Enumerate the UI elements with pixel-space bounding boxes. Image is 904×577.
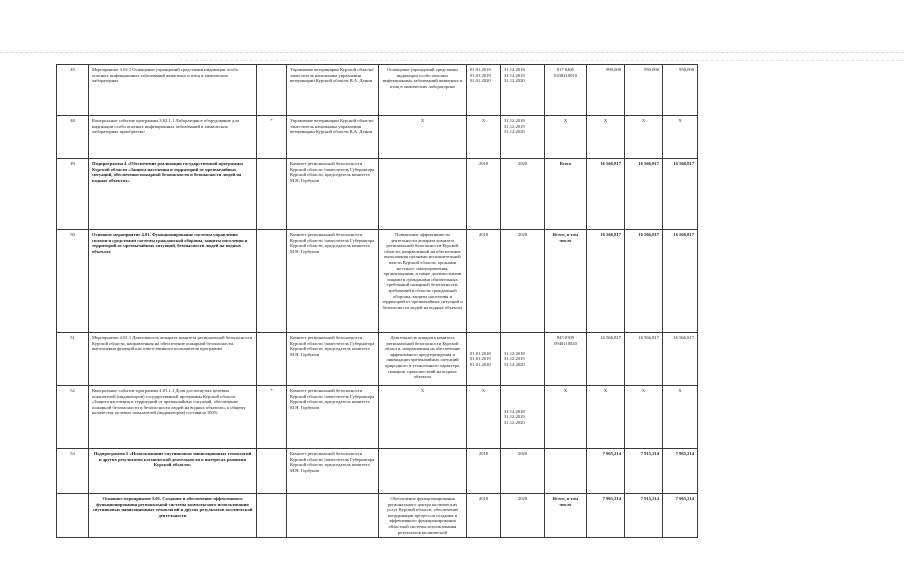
amount-2020: 16 566,817 [663, 230, 698, 333]
table-row [57, 65, 698, 116]
amount-2020: 7 965,214 [663, 449, 698, 494]
end-date: 2020 [501, 230, 545, 333]
start-date: 01.01.2019 [470, 72, 491, 78]
end-date: 31.12.2018 [504, 67, 525, 72]
end-date: 2020 [501, 494, 545, 538]
expected-result: Х [379, 386, 467, 449]
control-mark [257, 494, 287, 538]
amount-2019: 16 566,817 [625, 230, 663, 333]
end-date: 2020 [501, 159, 545, 230]
row-number [57, 494, 89, 538]
control-mark [257, 159, 287, 230]
row-number: 49 [57, 159, 89, 230]
row-number: 51 [57, 333, 89, 386]
amount-2018: Х [587, 386, 625, 449]
measure-name: Контрольное событие программы 4.01.1.1 Доля достигнутых целевых показателей (индикаторов) государственной программы Курской области «Защита населения и территорий от чрезвычайных ситуаций, обеспечение пожарной безопасности и безопасности людей на водных объектах» к общему количеству целевых показателей (индикаторов) составила 100% [89, 386, 257, 449]
scan-artifact-line [0, 52, 904, 53]
measure-name: Мероприятие 4.01.1 Деятельность аппарата комитета региональной безопасности Курской области, направленная на обеспечение пожарной безопасности, выполнения функций как ответственного исполнителя программы [89, 333, 257, 386]
control-mark [257, 333, 287, 386]
amount-2018: 7 965,214 [587, 449, 625, 494]
amount-2020: Х [663, 116, 698, 159]
end-date: 31.12.2020 [504, 419, 525, 425]
end-date: 31.12.2019 [504, 123, 525, 129]
expected-result: Обеспечение функционирования регионального центра космических услуг Курской области, обеспечение координации процессов создания и эффективного функционирования областной системы использования результатов космической [379, 494, 467, 538]
executor: Комитет региональной безопасности Курской области /заместитель Губернатора Курской области, председатель комитета М.Н. Горбунов [287, 449, 379, 494]
budget-code: 817 0405 0330210010 [545, 65, 587, 116]
start-dates [467, 333, 501, 386]
start-date: 01.01.2020 [470, 361, 491, 367]
row-number: 50 [57, 230, 89, 333]
table-row [57, 116, 698, 159]
amount-2019: Х [625, 386, 663, 449]
row-number: 45 [57, 65, 89, 116]
start-date: 2018 [467, 449, 501, 494]
control-mark [257, 230, 287, 333]
start-date: Х [467, 386, 501, 449]
amount-2018: Х [587, 116, 625, 159]
amount-2018: 16 566,817 [587, 230, 625, 333]
table-row [57, 494, 698, 538]
budget-code: Всего, в том числе [545, 230, 587, 333]
expected-result: Х [379, 116, 467, 159]
start-date: 01.01.2019 [470, 356, 491, 362]
executor: Комитет региональной безопасности Курской области /заместитель Губернатора Курской области, председатель комитета М.Н. Горбунов [287, 159, 379, 230]
table-row [57, 230, 698, 333]
end-date: 31.12.2020 [504, 361, 525, 367]
executor: Комитет региональной безопасности Курской области /заместитель Губернатора Курской области, председатель комитета М.Н. Горбунов [287, 333, 379, 386]
start-date: 2018 [467, 159, 501, 230]
amount-2019: 7 915,214 [625, 494, 663, 538]
start-date: 2018 [467, 494, 501, 538]
measure-name: Мероприятие 3.02.1 Оснащение учреждений средствами индикации особо опасных инфекционных заболеваний животных и птиц в химических лабораториях [89, 65, 257, 116]
start-dates [467, 65, 501, 116]
end-date: 31.12.2018 [504, 350, 525, 356]
end-dates [501, 65, 545, 116]
table-row [57, 386, 698, 449]
expected-result [379, 449, 467, 494]
executor: Комитет региональной безопасности Курской области /заместитель Губернатора Курской области, председатель комитета М.Н. Горбунов [287, 230, 379, 333]
start-date: 01.01.2020 [470, 78, 491, 84]
amount-2018: 7 965,214 [587, 494, 625, 538]
end-date: 2020 [501, 449, 545, 494]
amount-2019: Х [625, 116, 663, 159]
end-dates [501, 116, 545, 159]
measure-name: Контрольное событие программы 3.02.1.1 Лабораторное оборудование для индикации особо опасных инфекционных заболеваний в химических лабораториях приобретено [89, 116, 257, 159]
expected-result: Повышение эффективности деятельности аппарата комитета региональной безопасности Курской области, направленной на обеспечение выполнения органами исполнительной власти Курской области, органами местного самоуправления, организациями, а также должностными лицами и гражданами обязательных требований пожарной безопасности, требований в области гражданской обороны, защиты населения и территорий от чрезвычайных ситуаций и безопасности людей на водных объектах [379, 230, 467, 333]
table-row [57, 333, 698, 386]
budget-code: Всего [545, 159, 587, 230]
measure-name: Подпрограмма 4 «Обеспечение реализации государственной программы Курской области «Защита населения и территорий от чрезвычайных ситуаций, обеспечение пожарной безопасности и безопасности людей на водных объектах» [89, 159, 257, 230]
executor [287, 494, 379, 538]
budget-code: 843 0309 0940110020 [545, 333, 587, 386]
start-date: 01.01.2018 [470, 350, 491, 356]
executor: Управление ветеринарии Курской области/заместитель начальника управления ветеринарии Курской области В.А. Денин [287, 116, 379, 159]
amount-2020: 16 566,817 [663, 333, 698, 386]
start-date: 01.01.2018 [470, 67, 491, 72]
executor: Управление ветеринарии Курской области/заместитель начальника управления ветеринарии Курской области В.А. Денин [287, 65, 379, 116]
amount-2019: 16 566,817 [625, 333, 663, 386]
row-number: 48 [57, 116, 89, 159]
budget-code: Всего, в том числе [545, 494, 587, 538]
control-mark [257, 65, 287, 116]
control-mark [257, 449, 287, 494]
end-dates [501, 333, 545, 386]
control-mark: * [257, 116, 287, 159]
end-date: 31.12.2019 [504, 414, 525, 420]
end-date: 31.12.2018 [504, 118, 525, 123]
row-number: 53 [57, 449, 89, 494]
scan-artifact-line [180, 60, 904, 61]
amount-2020: 950,000 [663, 65, 698, 116]
budget-code: Х [545, 386, 587, 449]
start-date: 2018 [467, 230, 501, 333]
end-date: 31.12.2018 [504, 408, 525, 414]
program-plan-table [56, 64, 698, 538]
amount-2018: 16 566,817 [587, 159, 625, 230]
measure-name: Основное мероприятие 4.01. Функционирование системы управления силами и средствами системы гражданской обороны, защиты населения и территорий от чрезвычайных ситуаций, безопасности людей на водных объектах [89, 230, 257, 333]
amount-2019: 950,000 [625, 65, 663, 116]
table-row [57, 449, 698, 494]
budget-code: Х [545, 116, 587, 159]
amount-2020: 7 965,214 [663, 494, 698, 538]
start-date: Х [467, 116, 501, 159]
measure-name: Основное мероприятие 5.01. Создание и обеспечение эффективного функционирования региональной системы комплексного использования спутниковых навигационных технологий и других результатов космической деятельности [89, 494, 257, 538]
end-date: 31.12.2020 [504, 129, 525, 135]
end-date: 31.12.2020 [504, 78, 525, 84]
table-row [57, 159, 698, 230]
row-number: 52 [57, 386, 89, 449]
end-date: 31.12.2019 [504, 72, 525, 78]
expected-result [379, 159, 467, 230]
amount-2019: 7 915,214 [625, 449, 663, 494]
control-mark: * [257, 386, 287, 449]
amount-2020: 16 566,817 [663, 159, 698, 230]
expected-result: Деятельность аппарата комитета региональной безопасности Курской области, направленная на обеспечение эффективного предупреждения и ликвидации чрезвычайных ситуаций природного и техногенного характера, пожаров, происшествий на водных объектах [379, 333, 467, 386]
expected-result: Оснащение учреждений средствами индикации особо опасных инфекционных заболеваний животных и птиц в химических лабораториях [379, 65, 467, 116]
budget-code [545, 449, 587, 494]
amount-2018: 16 566,817 [587, 333, 625, 386]
measure-name: Подпрограмма 5 «Использование спутниковых навигационных технологий и других результатов космической деятельности в интересах развития Курской области» [89, 449, 257, 494]
end-date: 31.12.2019 [504, 356, 525, 362]
amount-2018: 990,000 [587, 65, 625, 116]
amount-2020: Х [663, 386, 698, 449]
end-dates [501, 386, 545, 449]
executor: Комитет региональной безопасности Курской области /заместитель Губернатора Курской области, председатель комитета М.Н. Горбунов [287, 386, 379, 449]
amount-2019: 16 566,817 [625, 159, 663, 230]
